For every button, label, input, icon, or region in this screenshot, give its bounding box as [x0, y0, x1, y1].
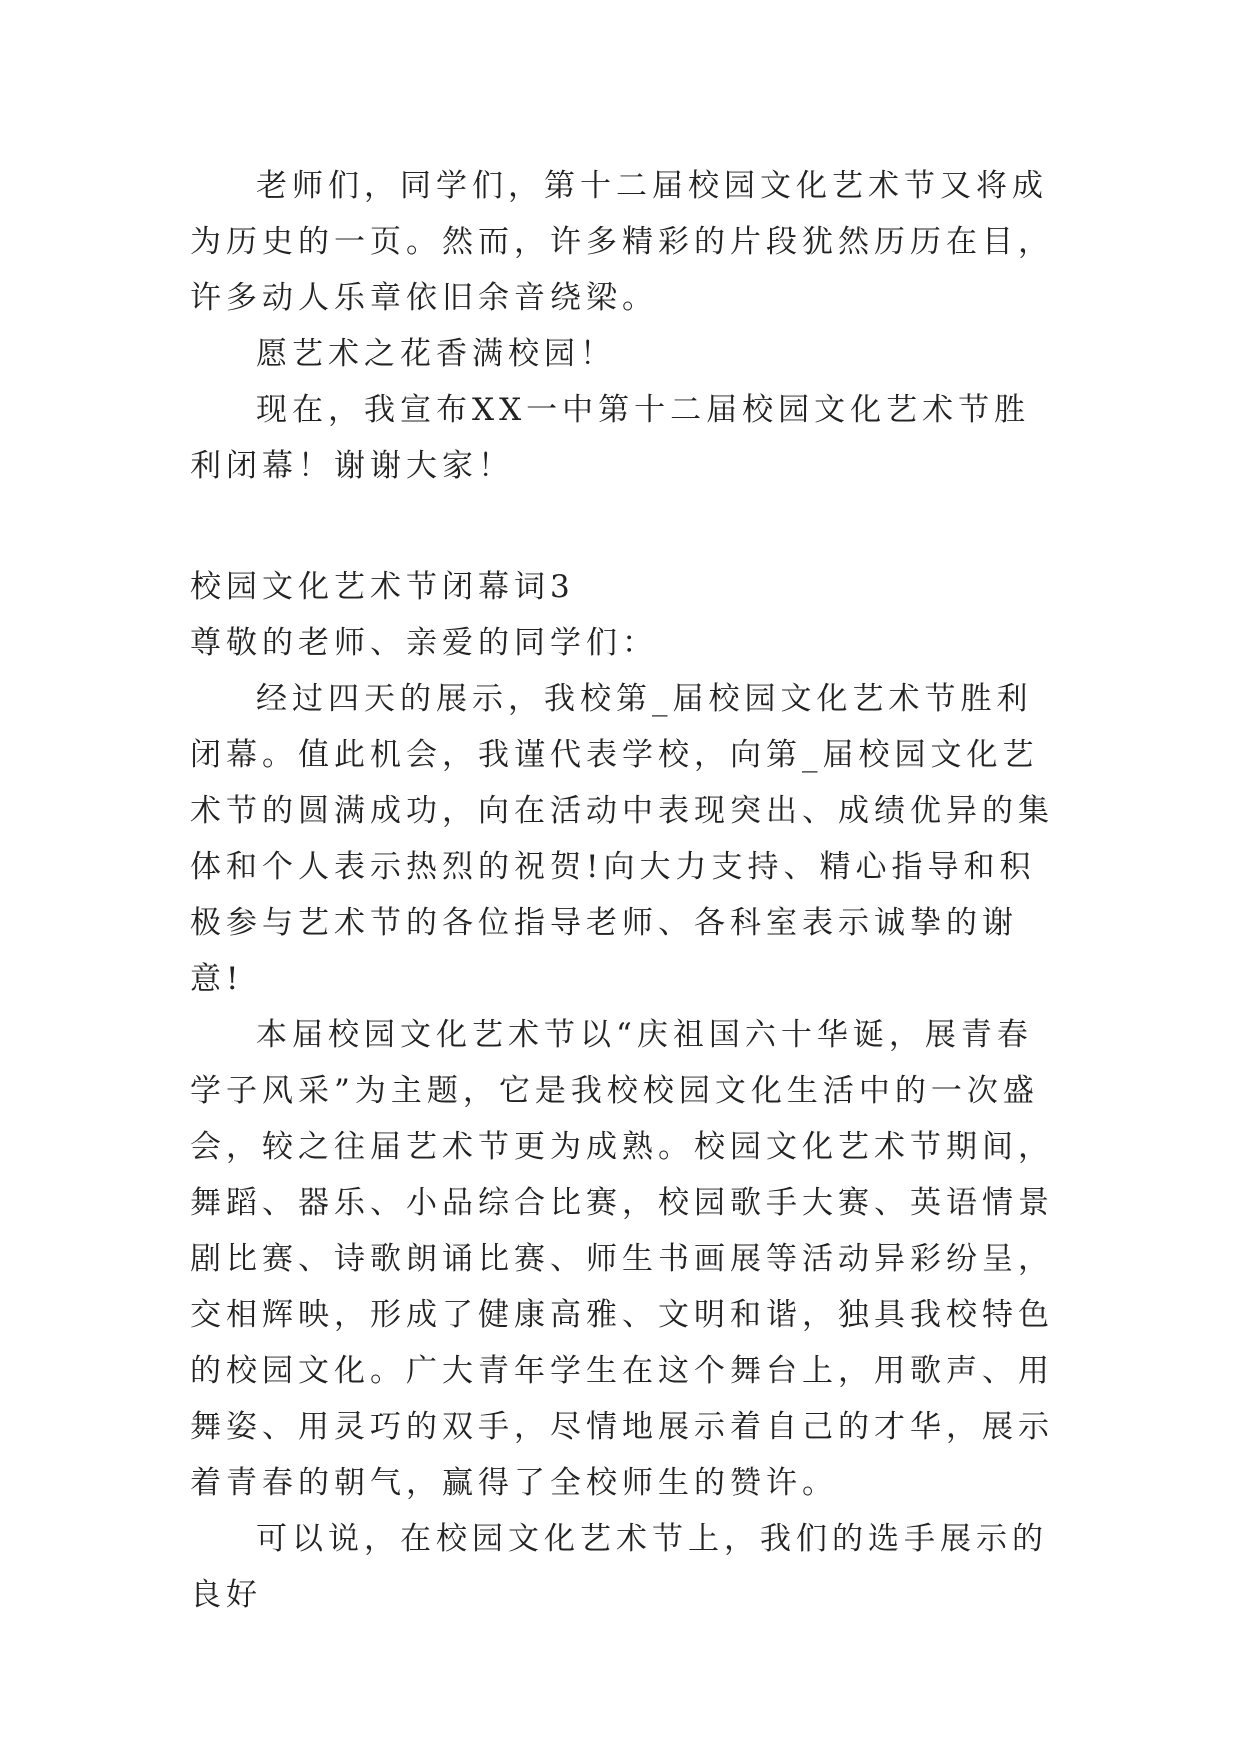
paragraph-congratulations: 经过四天的展示，我校第_届校园文化艺术节胜利闭幕。值此机会，我谨代表学校，向第_届校园文化艺术节的圆满成功，向在活动中表现突出、成绩优异的集体和个人表示热烈的祝贺!向大力支持、精心指导和积极参与艺术节的各位指导老师、各科室表示诚挚的谢意! — [190, 681, 1054, 997]
paragraph-continuation: 可以说，在校园文化艺术节上，我们的选手展示的良好 — [190, 1521, 1048, 1613]
paragraph-announcement: 现在，我宣布XX一中第十二届校园文化艺术节胜利闭幕！谢谢大家！ — [190, 392, 1031, 484]
section-gap — [190, 494, 1055, 559]
paragraph-closing-review: 老师们，同学们，第十二届校园文化艺术节又将成为历史的一页。然而，许多精彩的片段犹然历历在目，许多动人乐章依旧余音绕梁。 — [190, 168, 1054, 316]
paragraph-wish: 愿艺术之花香满校园！ — [256, 336, 616, 372]
section-heading: 校园文化艺术节闭幕词3 — [190, 569, 575, 605]
salutation: 尊敬的老师、亲爱的同学们： — [190, 625, 658, 661]
document-body — [190, 158, 1055, 1623]
paragraph-festival-summary: 本届校园文化艺术节以“庆祖国六十华诞，展青春学子风采”为主题，它是我校校园文化生活中的一次盛会，较之往届艺术节更为成熟。校园文化艺术节期间，舞蹈、器乐、小品综合比赛，校园歌手大赛、英语情景剧比赛、诗歌朗诵比赛、师生书画展等活动异彩纷呈，交相辉映，形成了健康高雅、文明和谐，独具我校特色的校园文化。广大青年学生在这个舞台上，用歌声、用舞姿、用灵巧的双手，尽情地展示着自己的才华，展示着青春的朝气，赢得了全校师生的赞许。 — [190, 1017, 1054, 1501]
